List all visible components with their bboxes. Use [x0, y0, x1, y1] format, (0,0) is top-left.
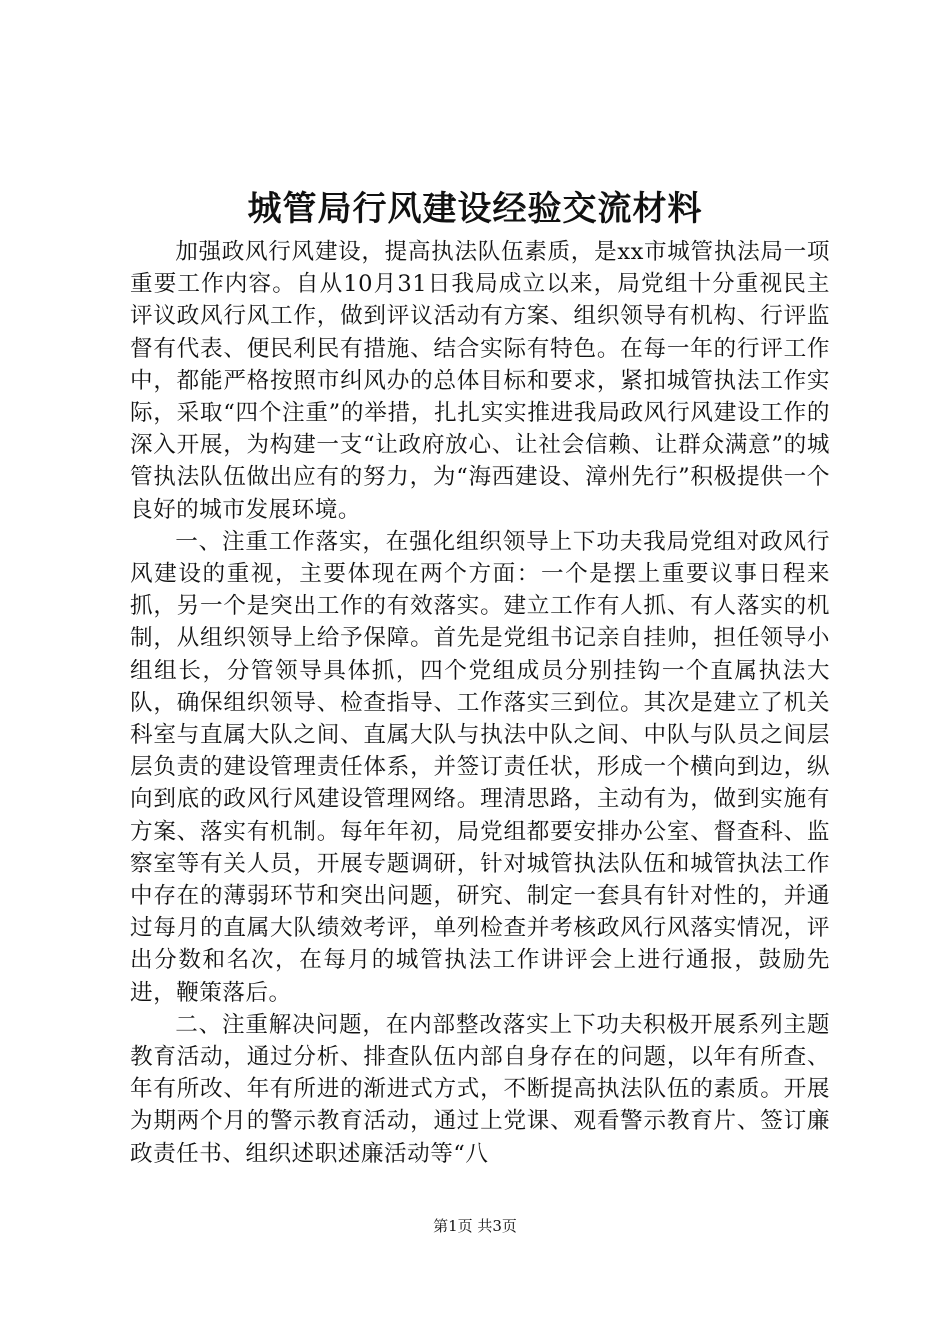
paragraph-intro: 加强政风行风建设，提高执法队伍素质，是xx市城管执法局一项重要工作内容。自从10月31日我局成立以来，局党组十分重视民主评议政风行风工作，做到评议活动有方案、组织领导有机构、行评监督有代表、便民利民有措施、结合实际有特色。在每一年的行评工作中，都能严格按照市纠风办的总体目标和要求，紧扣城管执法工作实际，采取“四个注重”的举措，扎扎实实推进我局政风行风建设工作的深入开展，为构建一支“让政府放心、让社会信赖、让群众满意”的城管执法队伍做出应有的努力，为“海西建设、漳州先行”积极提供一个良好的城市发展环境。 [130, 239, 830, 523]
document-body [130, 236, 830, 1170]
page-number-footer: 第1页 共3页 [433, 1217, 517, 1235]
document-title: 城管局行风建设经验交流材料 [247, 189, 703, 229]
paragraph-section-two: 二、注重解决问题，在内部整改落实上下功夫积极开展系列主题教育活动，通过分析、排查队伍内部自身存在的问题，以年有所查、年有所改、年有所进的渐进式方式，不断提高执法队伍的素质。开展为期两个月的警示教育活动，通过上党课、观看警示教育片、签订廉政责任书、组织述职述廉活动等“八 [130, 1011, 830, 1167]
paragraph-section-one: 一、注重工作落实，在强化组织领导上下功夫我局党组对政风行风建设的重视，主要体现在两个方面：一个是摆上重要议事日程来抓，另一个是突出工作的有效落实。建立工作有人抓、有人落实的机制，从组织领导上给予保障。首先是党组书记亲自挂帅，担任领导小组组长，分管领导具体抓，四个党组成员分别挂钩一个直属执法大队，确保组织领导、检查指导、工作落实三到位。其次是建立了机关科室与直属大队之间、直属大队与执法中队之间、中队与队员之间层层负责的建设管理责任体系，并签订责任状，形成一个横向到边，纵向到底的政风行风建设管理网络。理清思路，主动有为，做到实施有方案、落实有机制。每年年初，局党组都要安排办公室、督查科、监察室等有关人员，开展专题调研，针对城管执法队伍和城管执法工作中存在的薄弱环节和突出问题，研究、制定一套具有针对性的，并通过每月的直属大队绩效考评，单列检查并考核政风行风落实情况，评出分数和名次，在每月的城管执法工作讲评会上进行通报，鼓励先进，鞭策落后。 [130, 528, 830, 1006]
